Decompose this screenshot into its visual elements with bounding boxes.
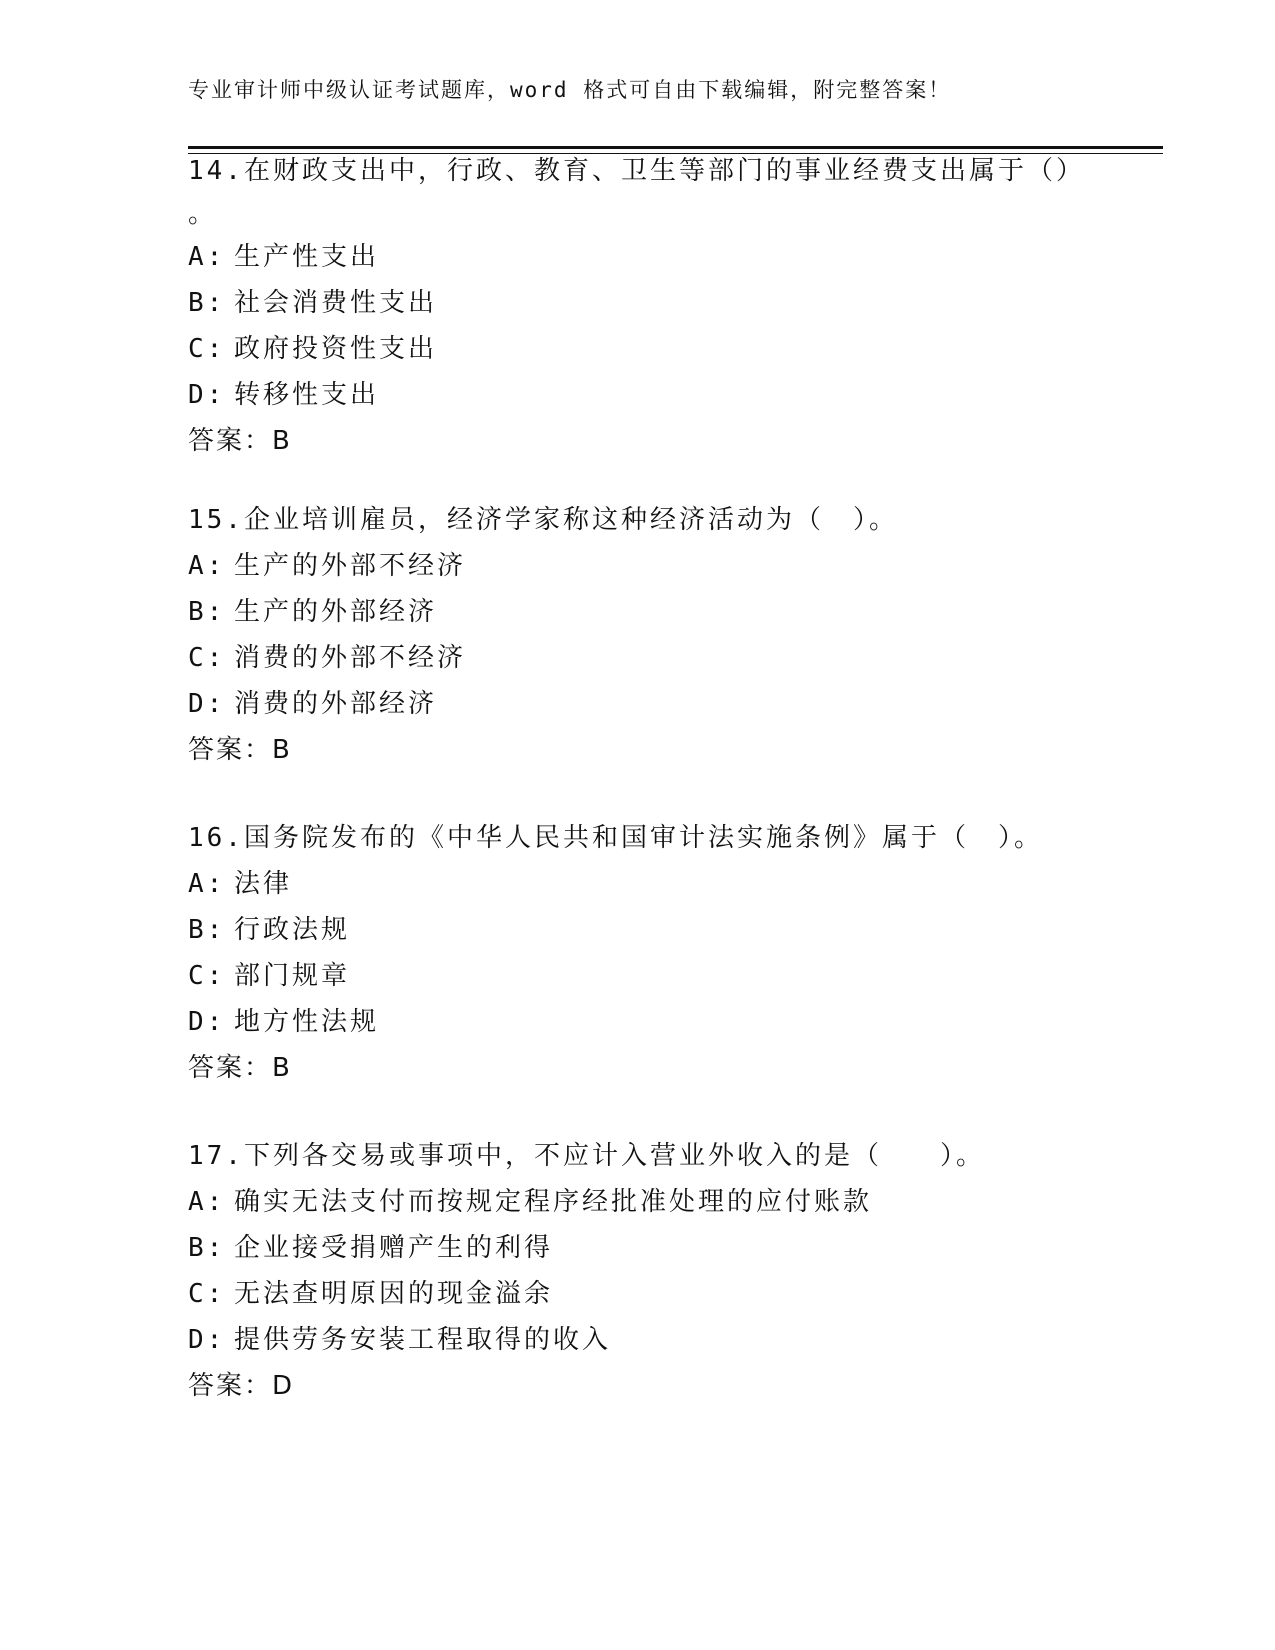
option-text: 无法查明原因的现金溢余 <box>234 1279 554 1309</box>
answer-line <box>188 727 1088 773</box>
option-letter: C: <box>188 643 226 673</box>
answer-label: 答案： <box>188 1371 273 1401</box>
option-letter: C: <box>188 1279 226 1309</box>
question-stem-continuation: 。 <box>188 199 218 229</box>
answer-value: B <box>272 426 290 456</box>
option-letter: B: <box>188 915 226 945</box>
option-letter: A: <box>188 242 226 272</box>
option-d <box>188 372 1088 418</box>
option-letter: B: <box>188 1233 226 1263</box>
answer-label: 答案： <box>188 1053 273 1083</box>
option-a <box>188 1179 1088 1225</box>
option-c <box>188 1271 1088 1317</box>
answer-value: B <box>272 735 290 765</box>
option-a <box>188 234 1088 280</box>
option-text: 法律 <box>234 869 293 899</box>
option-d <box>188 1317 1088 1363</box>
answer-label: 答案： <box>188 735 273 765</box>
option-b <box>188 280 1088 326</box>
answer-label: 答案： <box>188 426 273 456</box>
option-text: 部门规章 <box>234 961 351 991</box>
question-stem: 16.国务院发布的《中华人民共和国审计法实施条例》属于（ ）。 <box>188 823 1043 853</box>
option-b <box>188 907 1088 953</box>
option-letter: D: <box>188 1325 226 1355</box>
option-letter: D: <box>188 1007 226 1037</box>
option-text: 生产性支出 <box>234 242 380 272</box>
question-stem: 15.企业培训雇员，经济学家称这种经济活动为（ ）。 <box>188 505 898 535</box>
option-text: 地方性法规 <box>234 1007 380 1037</box>
option-text: 企业接受捐赠产生的利得 <box>234 1233 554 1263</box>
option-d <box>188 681 1088 727</box>
option-letter: A: <box>188 551 226 581</box>
answer-line <box>188 1045 1088 1091</box>
option-letter: B: <box>188 288 226 318</box>
question-stem: 14.在财政支出中，行政、教育、卫生等部门的事业经费支出属于（） <box>188 156 1085 186</box>
option-c <box>188 953 1088 999</box>
answer-value: D <box>272 1371 293 1401</box>
question-17 <box>188 1133 1088 1409</box>
option-text: 消费的外部经济 <box>234 689 438 719</box>
option-letter: A: <box>188 1187 226 1217</box>
option-text: 消费的外部不经济 <box>234 643 467 673</box>
option-c <box>188 635 1088 681</box>
question-15 <box>188 497 1088 773</box>
option-c <box>188 326 1088 372</box>
option-a <box>188 543 1088 589</box>
question-14 <box>188 148 1088 464</box>
option-text: 行政法规 <box>234 915 351 945</box>
option-text: 提供劳务安装工程取得的收入 <box>234 1325 612 1355</box>
answer-line <box>188 1363 1088 1409</box>
answer-value: B <box>272 1053 290 1083</box>
answer-line <box>188 418 1088 464</box>
option-text: 确实无法支付而按规定程序经批准处理的应付账款 <box>234 1187 873 1217</box>
option-text: 社会消费性支出 <box>234 288 438 318</box>
option-letter: C: <box>188 334 226 364</box>
option-a <box>188 861 1088 907</box>
option-text: 转移性支出 <box>234 380 380 410</box>
option-letter: D: <box>188 689 226 719</box>
option-letter: C: <box>188 961 226 991</box>
page-header: 专业审计师中级认证考试题库，word 格式可自由下载编辑，附完整答案！ <box>188 78 952 102</box>
option-letter: D: <box>188 380 226 410</box>
option-b <box>188 589 1088 635</box>
option-text: 政府投资性支出 <box>234 334 438 364</box>
option-letter: A: <box>188 869 226 899</box>
option-text: 生产的外部经济 <box>234 597 438 627</box>
option-text: 生产的外部不经济 <box>234 551 467 581</box>
question-stem: 17.下列各交易或事项中，不应计入营业外收入的是（ ）。 <box>188 1141 985 1171</box>
option-b <box>188 1225 1088 1271</box>
option-letter: B: <box>188 597 226 627</box>
question-16 <box>188 815 1088 1091</box>
option-d <box>188 999 1088 1045</box>
